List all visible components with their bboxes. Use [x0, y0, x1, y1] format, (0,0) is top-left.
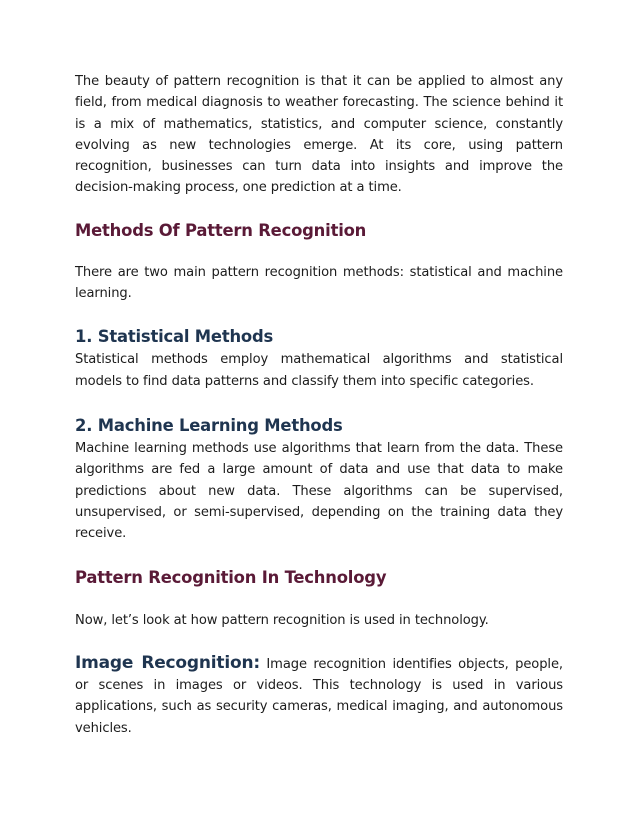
- machine-learning-methods-paragraph: Machine learning methods use algorithms that learn from the data. These algorithms are fed a large amount of data and use that data to make predictions about new data. These algorithms can be supervised, unsupervised, or semi-supervised, depending on the training data they receive.: [75, 440, 563, 542]
- image-recognition-paragraph: [75, 653, 563, 739]
- intro-paragraph: The beauty of pattern recognition is that it can be applied to almost any field, from medical diagnosis to weather forecasting. The science behind it is a mix of mathematics, statistics, and computer science, constantly evolving as new technologies emerge. At its core, using pattern recognition, businesses can turn data into insights and improve the decision-making process, one prediction at a time.: [75, 74, 563, 196]
- image-recognition-label: Image Recognition:: [75, 652, 260, 673]
- technology-heading: Pattern Recognition In Technology: [75, 568, 387, 588]
- methods-paragraph: There are two main pattern recognition methods: statistical and machine learning.: [75, 264, 563, 302]
- methods-heading: Methods Of Pattern Recognition: [75, 220, 367, 240]
- technology-paragraph: Now, let’s look at how pattern recognition is used in technology.: [75, 613, 489, 629]
- document-page: [75, 71, 563, 739]
- statistical-methods-paragraph: Statistical methods employ mathematical algorithms and statistical models to find data patterns and classify them into specific categories.: [75, 352, 563, 389]
- statistical-methods-heading: 1. Statistical Methods: [75, 327, 274, 347]
- machine-learning-methods-heading: 2. Machine Learning Methods: [75, 415, 343, 435]
- image-recognition-text: Image recognition identifies objects, people, or scenes in images or videos. This technology is used in various applications, such as security cameras, medical imaging, and autonomous vehicles.: [75, 656, 563, 736]
